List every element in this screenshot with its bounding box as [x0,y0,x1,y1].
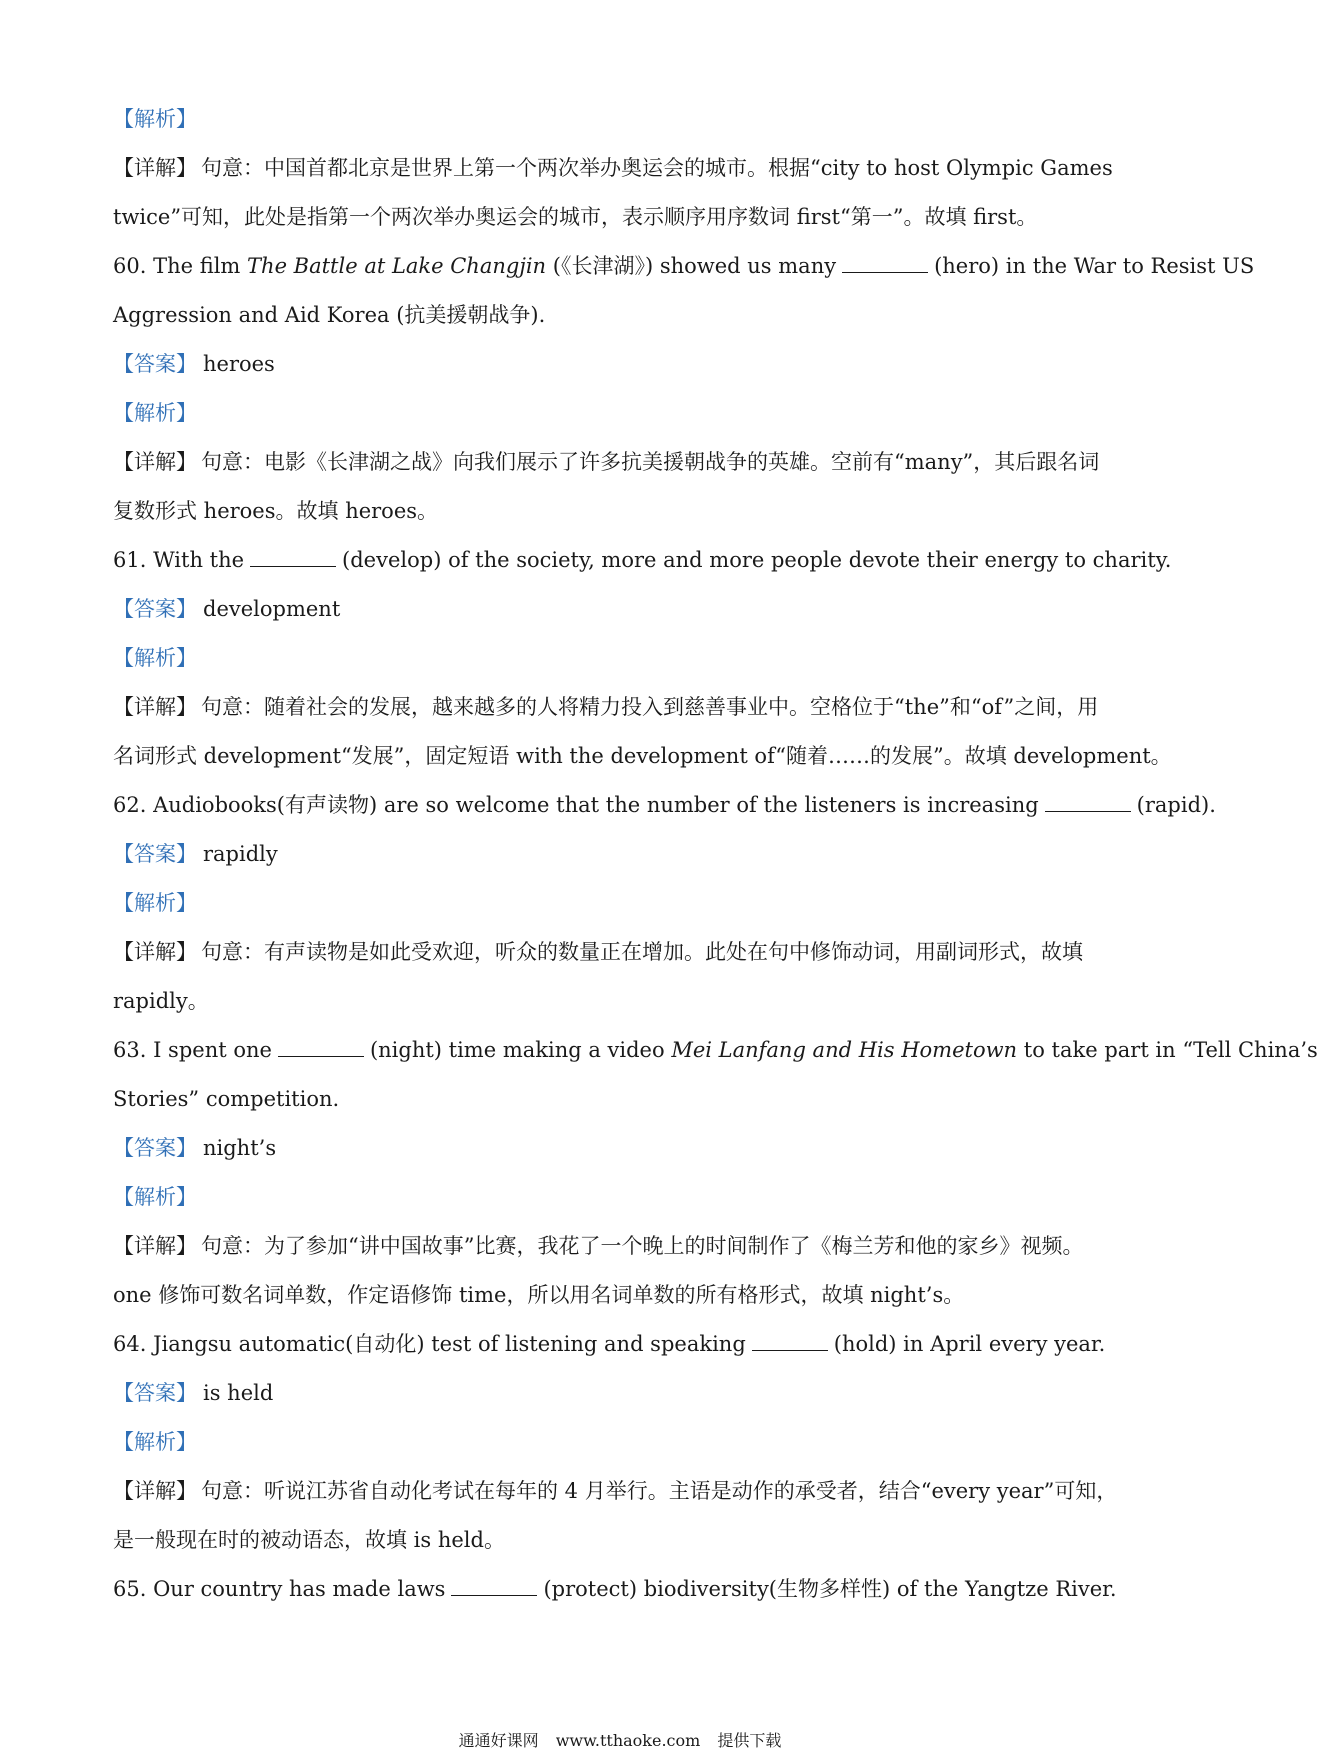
question-text: Stories” competition. [113,1087,340,1111]
analysis-heading [113,1173,1131,1222]
analysis-label: 【解析】 [113,401,197,425]
question-62 [113,781,1216,830]
detail-line [113,683,1131,732]
video-title: Mei Lanfang and His Hometown [671,1038,1018,1062]
document-body [113,95,1318,1614]
question-text: 65. Our country has made laws [113,1577,446,1601]
analysis-label: 【解析】 [113,646,197,670]
analysis-heading [113,95,1131,144]
answer-line [113,1369,1131,1418]
answer-label: 【答案】 [113,842,197,866]
question-63-continued [113,1075,1131,1124]
detail-line [113,977,1131,1026]
question-text: 62. Audiobooks(有声读物) are so welcome that the number of the listeners is increasing [113,793,1039,817]
detail-text: 句意：随着社会的发展，越来越多的人将精力投入到慈善事业中。空格位于“the”和“of”之间，用 [201,695,1099,719]
detail-line [113,487,1131,536]
question-65 [113,1565,1131,1614]
question-text: 64. Jiangsu automatic(自动化) test of listening and speaking [113,1332,746,1356]
detail-text: 是一般现在时的被动语态，故填 is held。 [113,1528,505,1552]
question-text: 63. I spent one [113,1038,272,1062]
detail-text: 句意：为了参加“讲中国故事”比赛，我花了一个晚上的时间制作了《梅兰芳和他的家乡》视频。 [201,1234,1084,1258]
detail-line [113,732,1172,781]
question-63 [113,1026,1318,1075]
detail-label: 【详解】 [113,156,197,180]
analysis-heading [113,389,1131,438]
answer-blank [1045,793,1131,812]
analysis-heading [113,879,1131,928]
film-title: The Battle at Lake Changjin [247,254,547,278]
detail-line [113,1222,1131,1271]
footer-site-name: 通通好课网 [458,1731,539,1750]
detail-text: 句意：中国首都北京是世界上第一个两次举办奥运会的城市。根据“city to host Olympic Games [201,156,1113,180]
footer-suffix: 提供下载 [717,1731,782,1750]
page-footer [0,1728,1240,1751]
answer-label: 【答案】 [113,352,197,376]
detail-text: 句意：有声读物是如此受欢迎，听众的数量正在增加。此处在句中修饰动词，用副词形式，故填 [201,940,1083,964]
analysis-label: 【解析】 [113,1185,197,1209]
answer-label: 【答案】 [113,597,197,621]
detail-label: 【详解】 [113,695,197,719]
detail-text: one 修饰可数名词单数，作定语修饰 time，所以用名词单数的所有格形式，故填 night’s。 [113,1283,965,1307]
detail-text: 句意：听说江苏省自动化考试在每年的 4 月举行。主语是动作的承受者，结合“every year”可知， [201,1479,1118,1503]
answer-line [113,585,1131,634]
footer-url[interactable]: www.tthaoke.com [555,1731,701,1750]
question-text: (night) time making a video [369,1038,672,1062]
question-64 [113,1320,1131,1369]
detail-label: 【详解】 [113,450,197,474]
analysis-label: 【解析】 [113,107,197,131]
analysis-heading [113,1418,1131,1467]
detail-line [113,144,1131,193]
detail-label: 【详解】 [113,1479,197,1503]
detail-line [113,1271,1131,1320]
question-60-continued [113,291,1131,340]
answer-blank [842,254,928,273]
detail-text: 复数形式 heroes。故填 heroes。 [113,499,439,523]
question-60 [113,242,1255,291]
answer-text: night’s [203,1136,277,1160]
analysis-label: 【解析】 [113,891,197,915]
answer-text: is held [203,1381,274,1405]
answer-line [113,1124,1131,1173]
answer-blank [451,1577,537,1596]
detail-label: 【详解】 [113,1234,197,1258]
question-61 [113,536,1172,585]
question-text: (protect) biodiversity(生物多样性) of the Yangtze River. [543,1577,1117,1601]
detail-line [113,1516,1131,1565]
question-text: 60. The film [113,254,248,278]
question-text: (rapid). [1136,793,1216,817]
detail-line [113,193,1131,242]
answer-label: 【答案】 [113,1381,197,1405]
detail-text: twice”可知，此处是指第一个两次举办奥运会的城市，表示顺序用序数词 first“第一”。故填 first。 [113,205,1038,229]
question-text: (《长津湖》) showed us many [546,254,837,278]
question-text: Aggression and Aid Korea (抗美援朝战争). [113,303,546,327]
question-text: (develop) of the society, more and more people devote their energy to charity. [342,548,1172,572]
answer-text: rapidly [203,842,278,866]
detail-line [113,438,1131,487]
detail-label: 【详解】 [113,940,197,964]
answer-blank [278,1038,364,1057]
answer-blank [752,1332,828,1351]
answer-blank [250,548,336,567]
analysis-label: 【解析】 [113,1430,197,1454]
answer-line [113,830,1131,879]
answer-label: 【答案】 [113,1136,197,1160]
question-text: 61. With the [113,548,245,572]
analysis-heading [113,634,1131,683]
question-text: (hero) in the War to Resist US [934,254,1255,278]
answer-line [113,340,1131,389]
detail-text: 名词形式 development“发展”，固定短语 with the development of“随着……的发展”。故填 development。 [113,744,1172,768]
answer-text: heroes [203,352,275,376]
question-text: (hold) in April every year. [833,1332,1106,1356]
detail-text: 句意：电影《长津湖之战》向我们展示了许多抗美援朝战争的英雄。空前有“many”，其后跟名词 [201,450,1100,474]
detail-line [113,1467,1131,1516]
detail-text: rapidly。 [113,989,209,1013]
answer-text: development [203,597,341,621]
question-text: to take part in “Tell China’s [1017,1038,1318,1062]
detail-line [113,928,1131,977]
